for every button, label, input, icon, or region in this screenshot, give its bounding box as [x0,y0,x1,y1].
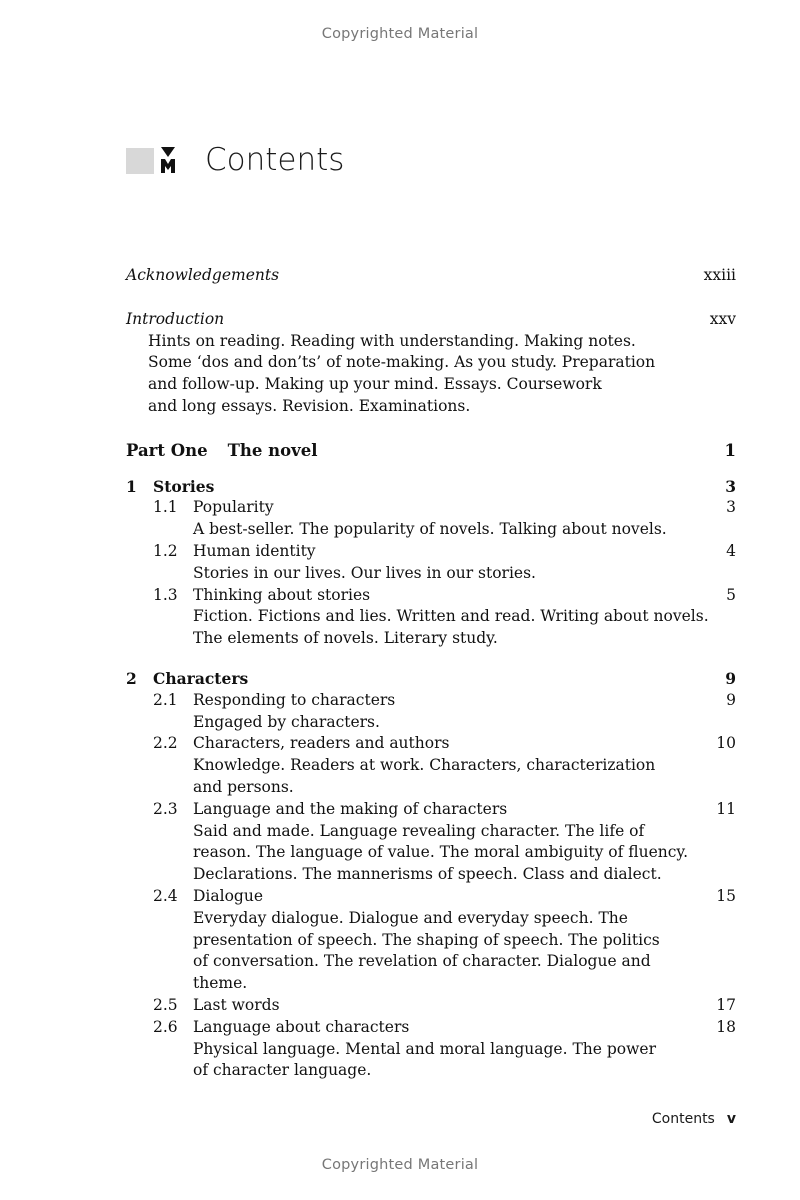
description-line: of conversation. The revelation of character. Dialogue and [193,952,651,971]
description-line: Knowledge. Readers at work. Characters, characterization [193,756,656,775]
section-page: 4 [726,541,736,560]
entry-title: Acknowledgements [126,266,280,284]
description-line: Fiction. Fictions and lies. Written and read. Writing about novels. [193,607,709,626]
toc-section-1-3[interactable] [126,585,736,607]
toc-chapter-2[interactable] [126,668,736,690]
section-number: 2.6 [153,1017,178,1036]
section-number: 1.1 [153,498,178,517]
section-description [126,821,736,886]
chapter-title: Stories [153,476,215,496]
toc-chapter-1[interactable] [126,476,736,498]
description-line: and follow-up. Making up your mind. Essays. Coursework [148,375,602,394]
description-line: Declarations. The mannerisms of speech. Class and dialect. [193,865,662,884]
description-line: Said and made. Language revealing character. The life of [193,821,645,840]
running-footer [652,1111,736,1127]
watermark-top: Copyrighted Material [321,26,479,42]
section-title: Last words [193,995,280,1014]
table-of-contents [126,265,736,1082]
description-line: Engaged by characters. [193,712,380,731]
watermark-bottom: Copyrighted Material [321,1157,479,1173]
section-description [126,563,736,585]
description-line: Physical language. Mental and moral language. The power [193,1039,656,1058]
chapter-number: 1 [126,476,137,496]
section-number: 1.2 [153,541,178,560]
section-number: 2.4 [153,886,178,905]
section-page: 9 [726,690,736,709]
part-page: 1 [724,440,736,460]
chapter-page: 3 [725,476,736,496]
section-description [126,1039,736,1083]
description-line: of character language. [193,1061,372,1080]
toc-section-1-2[interactable] [126,541,736,563]
section-number: 2.3 [153,799,178,818]
part-name: The novel [227,440,318,460]
section-title: Human identity [193,541,316,560]
section-page: 11 [716,799,736,818]
section-number: 1.3 [153,585,178,604]
entry-page: xxiii [703,266,736,284]
section-number: 2.5 [153,995,178,1014]
description-line: Everyday dialogue. Dialogue and everyday speech. The [193,908,628,927]
section-number: 2.2 [153,734,178,753]
description-line: theme. [193,974,248,993]
section-title: Characters, readers and authors [193,734,450,753]
description-line: reason. The language of value. The moral ambiguity of fluency. [193,843,689,862]
chapter-number: 2 [126,668,137,688]
footer-label: Contents [651,1111,715,1127]
toc-section-2-3[interactable] [126,799,736,821]
description-line: The elements of novels. Literary study. [193,629,498,648]
toc-part-heading[interactable] [126,440,736,462]
section-description [126,755,736,799]
description-line: presentation of speech. The shaping of speech. The politics [193,930,660,949]
section-page: 3 [726,498,736,517]
page-title: Contents [205,142,345,178]
chapter-page: 9 [725,668,736,688]
chapter-title: Characters [153,668,249,688]
section-title: Responding to characters [193,690,396,709]
toc-section-2-5[interactable] [126,995,736,1017]
toc-section-2-1[interactable] [126,690,736,712]
section-description [126,606,736,650]
section-page: 18 [716,1017,736,1036]
entry-description [126,331,736,418]
section-title: Popularity [193,498,274,517]
toc-section-2-2[interactable] [126,733,736,755]
section-page: 10 [716,734,736,753]
toc-section-2-6[interactable] [126,1017,736,1039]
description-line: and persons. [193,777,294,796]
part-label: Part One [126,440,208,460]
description-line: Stories in our lives. Our lives in our stories. [193,563,536,582]
toc-entry-acknowledgements[interactable] [126,265,736,287]
section-page: 17 [716,995,736,1014]
section-title: Language and the making of characters [193,799,508,818]
heading-bookmark-icon [160,147,176,173]
section-description [126,519,736,541]
description-line: Hints on reading. Reading with understanding. Making notes. [148,331,636,350]
section-description [126,712,736,734]
heading-grey-square-icon [126,148,154,174]
section-number: 2.1 [153,690,178,709]
section-page: 15 [716,886,736,905]
footer-page-number: v [726,1111,736,1127]
section-title: Language about characters [193,1017,410,1036]
section-title: Thinking about stories [193,585,371,604]
description-line: and long essays. Revision. Examinations. [148,396,471,415]
section-description [126,908,736,995]
description-line: Some ‘dos and don’ts’ of note-making. As you study. Preparation [148,353,656,372]
entry-page: xxv [709,309,736,328]
toc-section-2-4[interactable] [126,886,736,908]
toc-section-1-1[interactable] [126,497,736,519]
description-line: A best-seller. The popularity of novels. Talking about novels. [193,520,667,539]
entry-title: Introduction [126,309,225,328]
toc-entry-introduction[interactable] [126,309,736,331]
section-page: 5 [726,585,736,604]
section-title: Dialogue [193,886,263,905]
